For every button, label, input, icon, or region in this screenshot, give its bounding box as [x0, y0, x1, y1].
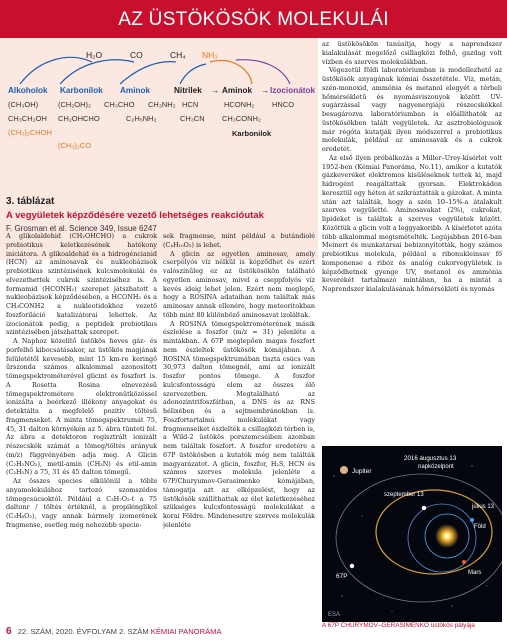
cell-nitril-2: CH₃CN	[180, 114, 205, 123]
comet-67p-icon	[350, 564, 354, 568]
comet-orbit-image	[322, 446, 502, 622]
label-esa: ESA	[328, 612, 341, 618]
arc-alkohol	[20, 57, 92, 84]
header-aminok: Aminok	[120, 86, 151, 95]
header-title: AZ ÜSTÖKÖSÖK MOLEKULÁI	[118, 9, 389, 30]
label-aug2: napközelpont	[418, 464, 454, 470]
reaction-arcs	[20, 57, 290, 84]
label-aug: 2016 augusztus 13	[404, 455, 457, 462]
precursor-ch4: CH₄	[170, 50, 186, 60]
cell-amid-2: CH₃CONH₂	[222, 114, 261, 123]
figure-caption-subtitle: A vegyületek képződésére vezető lehetséges reakcióutak	[6, 210, 264, 221]
precursor-co: CO	[130, 50, 143, 60]
arc-amin	[120, 62, 176, 84]
cell-izocianat-1: HNCO	[272, 100, 295, 109]
arc-nitril	[180, 64, 206, 84]
paragraph: Az első ilyen próbálkozás a Miller–Urey-kísérlet volt 1952-ben (Kémiai Panoráma, No.11), amikor a kutatók gázkeveréket elektromos kisüléseknek tettek ki, majd hidrogént reagáltattak gyorsan. Elektrokádon keresztül egy héten át szikráztatták a gázokat. A minta után azt találták, hogy a szén 10–15%-a átalakult szerves vegyületté. Aminosavakat (2%), cukrokat, lipideket is találtak a szerves vegyületek között. Közöttük a glicin volt a leggyakoribb. A kísérletet azóta több alkalommal megismételték. Legújabban 2016-ban Meinert és munkatársai bebizonyították, hogy számos prebiotikus molekula, például a ribonukleinsav fő komponense a ribóz és analóg cukorvegyületek is képződhetnek gyenge UV, metanol és ammónia keverékét tartalmazó mintában, ha a mintát a Naprendszer kialakulásának hőmérsékleti és nyomás	[322, 153, 502, 293]
figure-caption-title: 3. táblázat	[6, 196, 55, 207]
figure-caption-citation: F. Grosman et al. Science 349, Issue 6247	[6, 224, 157, 233]
text-column-3	[322, 40, 502, 443]
svg-text:→: →	[261, 86, 270, 95]
cell-alkohol-1: (CH₃OH)	[8, 100, 39, 109]
text-column-1	[6, 232, 157, 618]
paragraph: Az összes species elkülönül a többi anyamolekulához tartozó szomszédos tömegcsúcsoktól. Például a C₃H₇O₂-t a 75 daltonr / töltés értéknél, a propilénglikol (C₃H₈O₂), vagy annak bármely izomerének fragmense, esetleg még nehezebb specie-	[6, 477, 157, 529]
arc-karbonil	[60, 60, 134, 84]
cell-karbonil-2: CH₂OHCHO	[58, 114, 100, 123]
page-header	[0, 0, 507, 38]
header-karbonilok: Karbonilok	[60, 86, 103, 95]
cell-karbonil-1: (CH₂OH)₂	[58, 100, 91, 109]
earth-icon	[470, 518, 474, 522]
cell-nitril-1: HCN	[182, 100, 199, 109]
issue-info: 22. SZÁM, 2020. ÉVFOLYAM 2. SZÁM	[17, 627, 149, 636]
image-caption: A 67P CHURYMOV–GERASIMENKO üstökös pályája	[322, 622, 475, 629]
label-jupiter: Jupiter	[352, 468, 372, 475]
page-number: 6	[6, 626, 12, 637]
label-fold: Föld	[474, 524, 486, 530]
star-field	[333, 456, 487, 612]
reaction-figure	[0, 38, 318, 260]
paragraph: sek fragmense, mint például a butándiolé (C₄H₁₀O₂) is lehet.	[163, 232, 315, 249]
magazine-name: KÉMIAI PANORÁMA	[150, 627, 222, 636]
header-izocionatok: Izocionátok	[270, 86, 316, 95]
label-mars: Mars	[468, 570, 482, 576]
svg-text:→: →	[211, 86, 220, 95]
precursor-h2o: H₂O	[86, 50, 103, 60]
arc-izocianat	[210, 60, 252, 84]
label-comet: 67P	[336, 573, 348, 580]
reaction-diagram	[0, 38, 318, 193]
label-jul: július 13	[472, 504, 495, 510]
comet-orbit	[376, 490, 492, 574]
comet-icon	[422, 506, 426, 510]
precursor-nh3: NH₃	[202, 50, 218, 60]
paragraph: A ROSINA tömegspektrométerének másik észlelése a foszfor (m/z = 31) jelenléte a mintákban. A 67P meglepően magas foszfort nem észleltek üstökösök kómájában. A ROSINA tömegspektrumában tiszta csúcs van 30,973 dalton tömegnél, ami az ionizált foszfor pontos tömege. A foszfor kulcsfontosságú elem az összes élő szervezetben. Megtalálható az adenozintrifoszfátban, a DNS és az RNS hélixében és a sejtmembránokban is. Foszfortartalmú molekulákat vagy fragmenseiket észlelték a csillagközi térben is, a Wild-2 üstökös porszemcséiben azonban nem találtak foszfort. A foszfor eredetére a 67P üstökösben a kutatók még nem találták magyarázatot. A glicin, foszfor, H₂S, HCN és számos szerves molekula jelenléte a 67P/Churyumov-Gerasimenko kómájában, támogatja azt az elképzelést, hogy az üstökösök szállíthattak az élet keletkezéséhez szükséges kulcsfontosságú molekulákat a korai Földre. Mindenesetre szerves molekulák jelenléte	[163, 319, 315, 529]
jupiter-icon	[340, 466, 348, 474]
cell-amin-1: CH₃NH₂	[148, 100, 176, 109]
paragraph: az üstökösökön tanúsítja, hogy a naprendszer kialakulását megelőző csillagközi felhő, gazdag volt vízben és szerves molekulákban.	[322, 40, 502, 66]
orbit-diagram	[322, 446, 502, 622]
paragraph: A Naphoz közelítő üstökös heves gáz- és porfelhő kibocsátásakor, az üstökös magjának felületétől kevesebb, mint 15 km-re keringő űrszonda számos alkalommal azonosított tömegspektrométerével glicint és foszfort is. A Rosetta Rosina elnevezésű tömegspektrométere elektronütközéssel ionizálta a beérkező illékony anyagokat és detektálta a megfelelő pozitív töltésű fragmenseket. A minta tömegspektrumát 75, 45, 31 dalton környékén az 5. ábra tünteti fel. Az ábra a detektoron regisztrált ionizált részecskék számát a tömeg/töltés arányuk (m/z) függvényében adja meg. A Glicin (C₂H₅NO₂), metil-amin (CH₃N) és etil-amin (C₂H₅N) a 75, 31 és 45 dalton tömegű.	[6, 337, 157, 477]
mars-icon	[462, 560, 466, 564]
paragraph: A glicin az egyetlen aminosav, amely cserpólyós víz nélkül is képződhet és ezért valószínűleg ez az üstökösökön található egyetlen aminosav, mivel a cseppfolyós víz kevés ideig lehet jelen. Ezért nem meglepő, hogy a ROSINA adataiban nem találtak más aminosav annak ellenére, hogy meteoritokban több mint 80 különböző aminosavat izoláltak.	[163, 249, 315, 319]
paragraph: Végezetül földi laboratóriumban is modellezhető az üstökösök anyagának kémiai összetétele. Víz, metán, szén-monoxid, ammónia és metanol elegyét a térbeli hőmérsékletű és nyomásviszonyok között UV-sugárzással vagy nagyenergiájú részecskékkel besugározva laboratóriumban is előállíthatók az üstökösökben talált vegyületek. Az asztrobiológusok már régóta kutatják ilyen módszerrel a prebiotikus molekulák, például az aminosavak és a cukrok eredetét.	[322, 66, 502, 153]
cell-karbonil-4: CH₃CHO	[104, 100, 135, 109]
header-nitrilek: Nitrilek	[174, 86, 202, 95]
header-alkoholok: Alkoholok	[8, 86, 48, 95]
page-footer	[6, 626, 222, 637]
paragraph: A glikolaldehid (CH₂OHCHO) a cukrok prebiotikus keletkezésének hatékony iniciátora. A glikoaldehid és a hidrogéncianid (HCN) az aminosavak és nukleobázisok prebiotikus szintézisének kulcsmolekulái és elvezethettek cukrok szintéziséhez is. A formamid (HCONH₂) szerepet játszhatott a nukleobázisok képződésében, a HCONH₂ és a CH₃CONH2 a nukleotidokhoz vezető foszforiláció katalizátorai lehettek. Az izocionátok pedig, a peptidek prebiotikus szintézisében játszhattak szerepet.	[6, 232, 157, 337]
label-sep: szeptember 13	[384, 492, 424, 498]
cell-amid-1: HCONH₂	[224, 100, 255, 109]
cell-alkohol-3: (CH₃)₂CHOH	[8, 128, 52, 137]
cell-amin-2: C₂H₅NH₂	[126, 114, 157, 123]
text-column-2	[163, 232, 315, 618]
cell-alkohol-2: CH₃CH₂OH	[8, 114, 47, 123]
karbonilok-label: Karbonilok	[232, 129, 272, 138]
header-amidok: Aminok	[222, 86, 253, 95]
cell-karbonil-3: (CH₃)₂CO	[58, 141, 92, 150]
arc-amid	[236, 60, 290, 84]
